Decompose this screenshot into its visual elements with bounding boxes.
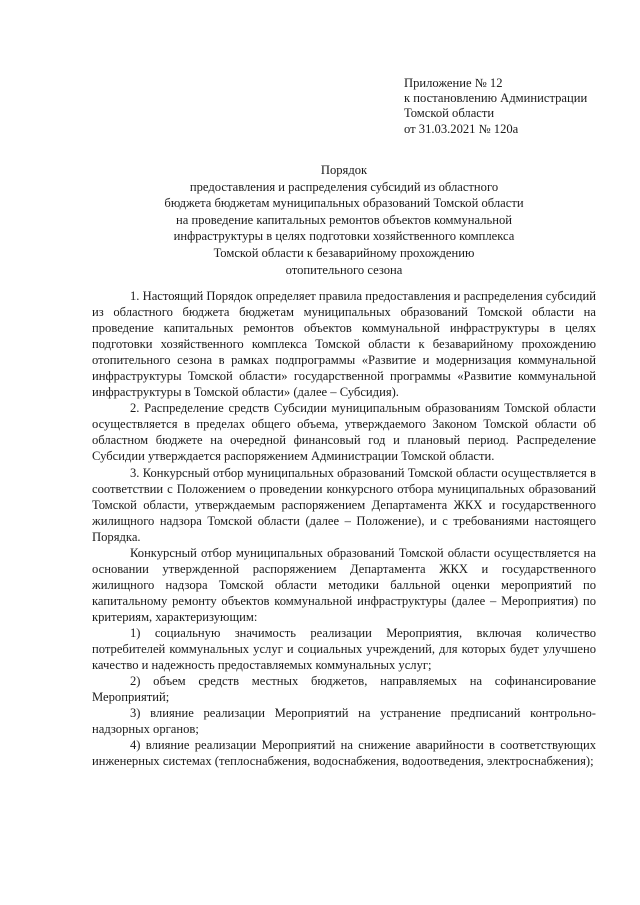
paragraph-1: 1. Настоящий Порядок определяет правила предоставления и распределения субсидий из областного бюджета бюджетам муниципальных образований Томской области на проведение капитальных ремонтов объектов коммунальной инфраструктуры в целях подготовки хозяйственного комплекса Томской области к безаварийному прохождению отопительного сезона в рамках подпрограммы «Развитие и модернизация коммунальной инфраструктуры Томской области» государственной программы «Развитие коммунальной инфраструктуры в Томской области» (далее – Субсидия). bbox=[92, 289, 596, 400]
title-line: предоставления и распределения субсидий из областного bbox=[189, 179, 499, 194]
appendix-resolution: к постановлению Администрации bbox=[404, 91, 588, 106]
title-line: на проведение капитальных ремонтов объектов коммунальной bbox=[176, 212, 512, 227]
appendix-region: Томской области bbox=[404, 106, 495, 121]
criterion-1: 1) социальную значимость реализации Мероприятия, включая количество потребителей коммунальных услуг и социальных учреждений, для которых будет улучшено качество и надежность предоставляемых коммунальных услуг; bbox=[92, 625, 596, 673]
appendix-number: Приложение № 12 bbox=[404, 76, 503, 90]
appendix-header bbox=[404, 76, 624, 137]
criterion-4: 4) влияние реализации Мероприятий на снижение аварийности в соответствующих инженерных системах (теплоснабжения, водоснабжения, водоотведения, электроснабжения); bbox=[92, 738, 596, 769]
paragraph-3: 3. Конкурсный отбор муниципальных образований Томской области осуществляется в соответствии с Положением о проведении конкурсного отбора муниципальных образований Томской области, утверждаемым распоряжением Департамента ЖКХ и государственного жилищного надзора Томской области (далее – Положение), и с требованиями настоящего Порядка. bbox=[92, 465, 596, 544]
paragraph-selection-basis: Конкурсный отбор муниципальных образований Томской области осуществляется на основании утвержденной распоряжением Департамента ЖКХ и государственного жилищного надзора Томской области методики балльной оценки мероприятий по капитальному ремонту объектов коммунальной инфраструктуры (далее – Мероприятия) по критериям, характеризующим: bbox=[92, 545, 596, 624]
paragraph-2: 2. Распределение средств Субсидии муниципальным образованиям Томской области осуществляется в пределах общего объема, утверждаемого Законом Томской области об областном бюджете на очередной финансовый год и плановый период. Распределение Субсидии утверждается распоряжением Администрации Томской области. bbox=[92, 401, 596, 464]
criterion-2: 2) объем средств местных бюджетов, направляемых на софинансирование Мероприятий; bbox=[92, 674, 596, 705]
title-line: отопительного сезона bbox=[285, 262, 403, 277]
title-line: Томской области к безаварийному прохождению bbox=[213, 245, 475, 260]
title-line: бюджета бюджетам муниципальных образований Томской области bbox=[164, 196, 524, 211]
title-heading: Порядок bbox=[320, 163, 368, 177]
document-title bbox=[110, 162, 578, 278]
appendix-date-number: от 31.03.2021 № 120а bbox=[404, 121, 519, 136]
document-body bbox=[92, 288, 596, 769]
criterion-3: 3) влияние реализации Мероприятий на устранение предписаний контрольно-надзорных органов; bbox=[92, 706, 596, 737]
title-line: инфраструктуры в целях подготовки хозяйственного комплекса bbox=[173, 229, 515, 244]
